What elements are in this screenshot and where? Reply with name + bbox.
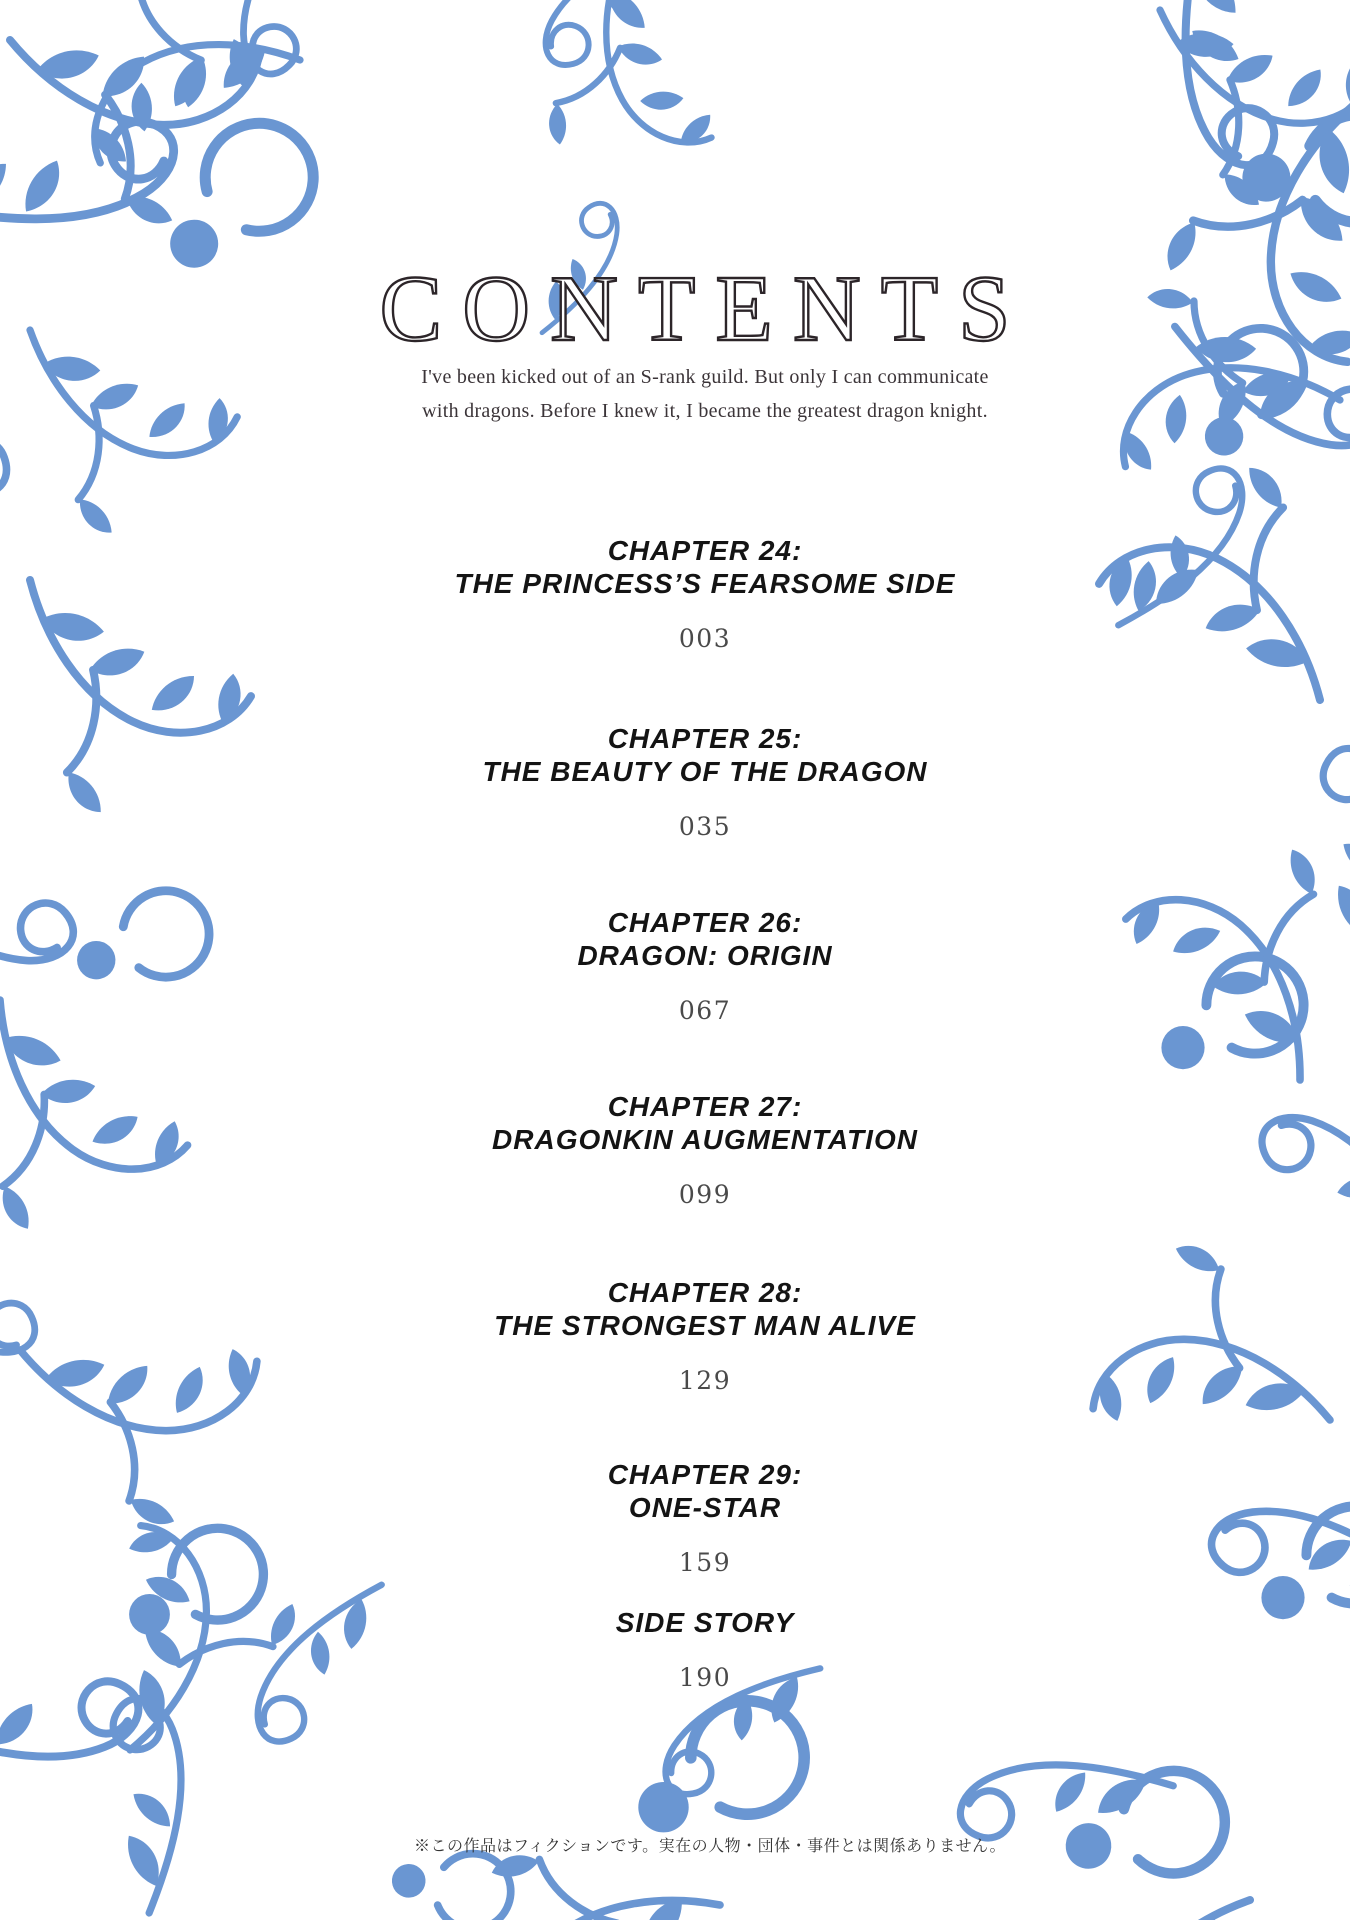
- chapter-page-number: 003: [678, 624, 732, 653]
- toc-entry: [577, 906, 832, 1025]
- chapter-title: THE STRONGEST MAN ALIVE: [494, 1310, 916, 1341]
- toc-entry-side-story: [616, 1606, 795, 1692]
- chapter-page-number: 159: [678, 1548, 732, 1577]
- chapter-title: THE PRINCESS’S FEARSOME SIDE: [454, 568, 956, 599]
- chapter-title: DRAGON: ORIGIN: [577, 940, 833, 971]
- chapter-title: ONE-STAR: [628, 1492, 782, 1523]
- chapter-page-number: 035: [678, 812, 732, 841]
- chapter-title: DRAGONKIN AUGMENTATION: [492, 1124, 918, 1155]
- chapter-page-number: 067: [678, 996, 732, 1025]
- toc-entry: [455, 534, 956, 653]
- tagline-line-2: with dragons. Before I knew it, I became the greatest dragon knight.: [422, 400, 988, 422]
- chapter-label: CHAPTER 24:: [607, 535, 803, 566]
- chapter-page-number: 099: [678, 1180, 732, 1209]
- toc-entry: [482, 722, 927, 841]
- page-title: [315, 244, 1095, 374]
- chapter-title: SIDE STORY: [615, 1607, 795, 1638]
- chapter-label: CHAPTER 26:: [607, 907, 803, 938]
- chapter-page-number: 190: [678, 1663, 732, 1692]
- chapter-page-number: 129: [678, 1366, 732, 1395]
- tagline-line-1: I've been kicked out of an S-rank guild. But only I can communicate: [421, 366, 989, 388]
- chapter-label: CHAPTER 27:: [607, 1091, 803, 1122]
- series-tagline: [421, 360, 988, 428]
- contents-title-art: [315, 244, 1095, 374]
- chapter-label: CHAPTER 28:: [607, 1277, 803, 1308]
- toc-entry: [608, 1458, 803, 1577]
- toc-entry: [494, 1276, 916, 1395]
- disclaimer-text: ※この作品はフィクションです。実在の人物・団体・事件とは関係ありません。: [413, 1838, 1007, 1855]
- contents-title: CONTENTS: [379, 257, 1031, 361]
- toc-entry: [492, 1090, 918, 1209]
- chapter-label: CHAPTER 29:: [607, 1459, 803, 1490]
- chapter-label: CHAPTER 25:: [607, 723, 803, 754]
- chapter-title: THE BEAUTY OF THE DRAGON: [482, 756, 928, 787]
